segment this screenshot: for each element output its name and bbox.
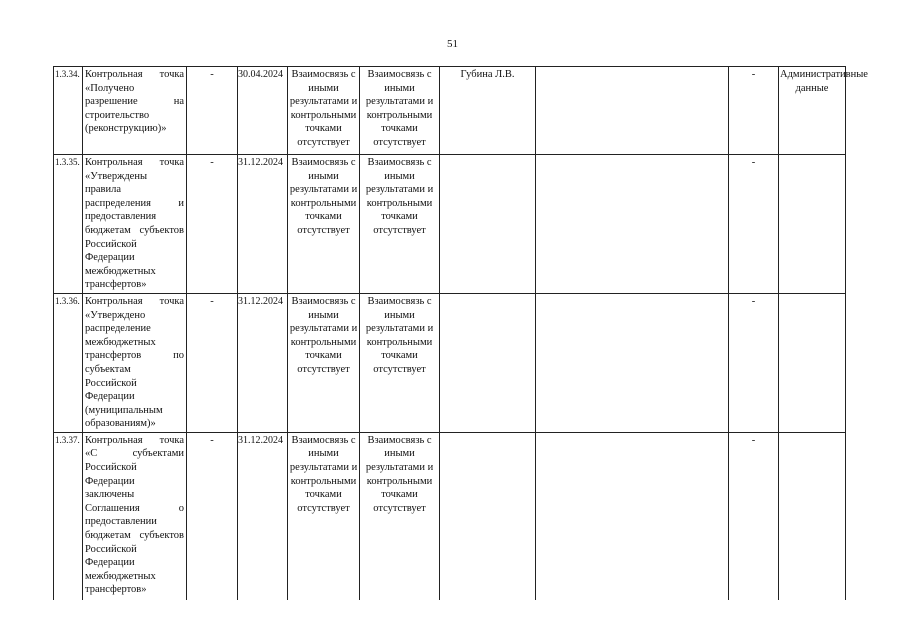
control-point-name: Контрольная точка «С субъектами Российской Федерации заключены Соглашения о предоставлении бюджетам субъектов Российской Федерации межбюджетных трансфертов» [83,432,187,600]
data-source [779,155,846,294]
table-row [54,155,846,294]
base-value: - [187,155,238,294]
extra-cell [536,293,729,432]
data-source [779,432,846,600]
base-value: - [187,67,238,155]
extra-cell [536,432,729,600]
table-row [54,432,846,600]
link-points: Взаимосвязь с иными результатами и контрольными точками отсутствует [360,155,440,294]
base-value: - [187,293,238,432]
flag-cell: - [729,67,779,155]
row-number: 1.3.34. [54,67,83,155]
link-points: Взаимосвязь с иными результатами и контрольными точками отсутствует [360,432,440,600]
deadline-date: 31.12.2024 [238,293,288,432]
table-row [54,67,846,155]
deadline-date: 31.12.2024 [238,155,288,294]
data-source: Административные данные [779,67,846,155]
control-points-table [53,66,868,600]
responsible-person [440,432,536,600]
responsible-person [440,293,536,432]
deadline-date: 30.04.2024 [238,67,288,155]
responsible-person: Губина Л.В. [440,67,536,155]
link-results: Взаимосвязь с иными результатами и контрольными точками отсутствует [288,293,360,432]
base-value: - [187,432,238,600]
link-points: Взаимосвязь с иными результатами и контрольными точками отсутствует [360,67,440,155]
table-row [54,293,846,432]
link-points: Взаимосвязь с иными результатами и контрольными точками отсутствует [360,293,440,432]
extra-cell [536,67,729,155]
control-point-name: Контрольная точка «Утверждено распределение межбюджетных трансфертов по субъектам Российской Федерации (муниципальным образованиям)» [83,293,187,432]
flag-cell: - [729,155,779,294]
extra-cell [536,155,729,294]
link-results: Взаимосвязь с иными результатами и контрольными точками отсутствует [288,67,360,155]
link-results: Взаимосвязь с иными результатами и контрольными точками отсутствует [288,155,360,294]
link-results: Взаимосвязь с иными результатами и контрольными точками отсутствует [288,432,360,600]
row-number: 1.3.36. [54,293,83,432]
flag-cell: - [729,293,779,432]
page-number: 51 [447,38,458,50]
control-point-name: Контрольная точка «Получено разрешение на строительство (реконструкцию)» [83,67,187,155]
row-number: 1.3.35. [54,155,83,294]
data-source [779,293,846,432]
flag-cell: - [729,432,779,600]
responsible-person [440,155,536,294]
row-number: 1.3.37. [54,432,83,600]
deadline-date: 31.12.2024 [238,432,288,600]
control-point-name: Контрольная точка «Утверждены правила распределения и предоставления бюджетам субъектов Российской Федерации межбюджетных трансфертов» [83,155,187,294]
